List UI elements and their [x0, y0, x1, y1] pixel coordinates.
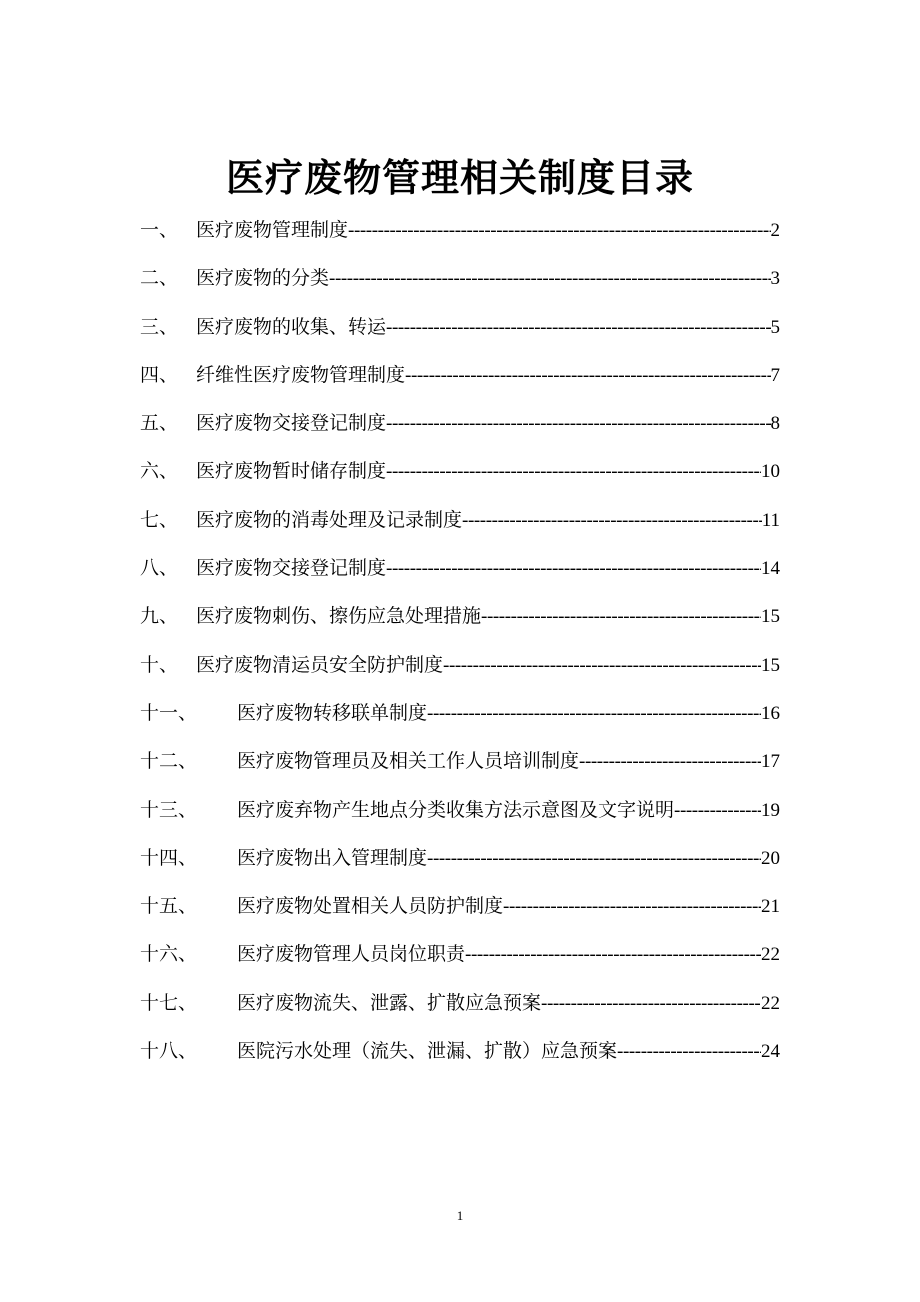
toc-entry-line [196, 258, 780, 299]
toc-entry-number: 十八、 [140, 1040, 198, 1063]
toc-entry-title: 医疗废物处置相关人员防护制度 [237, 895, 504, 918]
dot-leader [386, 404, 770, 444]
toc-entry-title: 医疗废物管理人员岗位职责 [237, 943, 466, 966]
toc-entry-page: 2 [770, 220, 780, 241]
table-of-contents [140, 210, 780, 1079]
toc-entry-number: 二、 [140, 267, 179, 290]
toc-entry-title: 医疗废物管理制度 [196, 219, 349, 241]
dot-leader [579, 742, 761, 782]
toc-entry-page: 17 [761, 751, 780, 773]
toc-entry [140, 741, 780, 789]
toc-entry-page: 19 [761, 799, 780, 821]
toc-entry-page: 21 [761, 896, 780, 918]
dot-leader [541, 984, 761, 1024]
toc-entry-line [237, 886, 780, 927]
toc-entry-page: 11 [761, 509, 780, 531]
toc-entry [140, 258, 780, 306]
toc-entry-line [196, 500, 780, 541]
toc-entry-title: 医疗废物出入管理制度 [237, 846, 428, 869]
toc-entry-line [196, 645, 780, 686]
toc-entry-number: 十六、 [140, 943, 198, 966]
toc-entry-title: 医疗废物转移联单制度 [237, 701, 428, 724]
toc-entry-number: 七、 [140, 508, 179, 531]
toc-entry [140, 210, 780, 258]
toc-entry-number: 十七、 [140, 991, 198, 1014]
toc-entry [140, 838, 780, 886]
toc-entry-title: 纤维性医疗废物管理制度 [196, 363, 406, 386]
toc-entry [140, 548, 780, 596]
toc-entry-title: 医疗废物交接登记制度 [196, 557, 387, 580]
toc-entry-page: 8 [770, 413, 780, 435]
toc-entry-page: 15 [761, 606, 780, 628]
document-title: 医疗废物管理相关制度目录 [225, 155, 694, 201]
toc-entry-number: 十五、 [140, 895, 198, 918]
dot-leader [503, 887, 761, 927]
dot-leader [386, 308, 770, 348]
dot-leader [481, 597, 761, 637]
dot-leader [386, 452, 761, 492]
toc-entry-title: 医疗废物刺伤、擦伤应急处理措施 [196, 605, 482, 628]
toc-entry-page: 20 [761, 847, 780, 869]
toc-entry-page: 22 [761, 992, 780, 1014]
toc-entry-line [237, 983, 780, 1024]
toc-entry-title: 医疗废物暂时储存制度 [196, 460, 387, 483]
toc-entry-number: 一、 [140, 219, 179, 241]
dot-leader [405, 356, 770, 396]
toc-entry [140, 645, 780, 693]
toc-entry [140, 355, 780, 403]
toc-entry-line [237, 693, 780, 734]
dot-leader [617, 1032, 761, 1072]
toc-entry-line [237, 934, 780, 975]
toc-entry [140, 500, 780, 548]
toc-entry-title: 医疗废物清运员安全防护制度 [196, 653, 444, 676]
toc-entry-number: 九、 [140, 605, 179, 628]
toc-entry [140, 596, 780, 644]
toc-entry [140, 886, 780, 934]
toc-entry-page: 16 [761, 702, 780, 724]
dot-leader [386, 549, 761, 589]
toc-entry-number: 十三、 [140, 798, 198, 821]
toc-entry-number: 十、 [140, 653, 179, 676]
toc-entry-line [196, 355, 780, 396]
dot-leader [462, 501, 762, 541]
dot-leader [465, 935, 761, 975]
toc-entry-number: 五、 [140, 412, 179, 435]
dot-leader [674, 791, 761, 831]
toc-entry-page: 10 [761, 461, 780, 483]
toc-entry-line [237, 790, 780, 831]
dot-leader [427, 839, 761, 879]
toc-entry-line [196, 451, 780, 492]
toc-entry [140, 693, 780, 741]
dot-leader [427, 694, 761, 734]
toc-entry [140, 1031, 780, 1079]
toc-entry-line [237, 741, 780, 782]
toc-entry-page: 22 [761, 944, 780, 966]
toc-entry-line [196, 307, 780, 348]
toc-entry-number: 三、 [140, 315, 179, 338]
toc-entry-number: 十二、 [140, 750, 198, 773]
toc-entry-page: 24 [761, 1041, 780, 1063]
toc-entry-page: 5 [770, 316, 780, 338]
toc-entry-title: 医疗废物管理员及相关工作人员培训制度 [237, 750, 580, 773]
toc-entry-page: 3 [770, 268, 780, 290]
toc-entry-title: 医疗废物的消毒处理及记录制度 [196, 508, 463, 531]
toc-entry-line [237, 1031, 780, 1072]
toc-entry-title: 医疗废物流失、泄露、扩散应急预案 [237, 991, 542, 1014]
dot-leader [348, 211, 770, 251]
toc-entry-title: 医疗废物交接登记制度 [196, 412, 387, 435]
toc-entry-number: 六、 [140, 460, 179, 483]
toc-entry-line [196, 596, 780, 637]
toc-entry-page: 14 [761, 558, 780, 580]
toc-entry-title: 医疗废物的收集、转运 [196, 315, 387, 338]
toc-entry-line [196, 210, 780, 251]
toc-entry-title: 医院污水处理（流失、泄漏、扩散）应急预案 [237, 1040, 618, 1063]
toc-entry [140, 403, 780, 451]
toc-entry-title: 医疗废物的分类 [196, 267, 330, 290]
toc-entry-line [196, 548, 780, 589]
toc-entry-number: 十四、 [140, 846, 198, 869]
toc-entry [140, 934, 780, 982]
toc-entry-page: 15 [761, 654, 780, 676]
toc-entry-line [196, 403, 780, 444]
toc-entry-page: 7 [770, 364, 780, 386]
dot-leader [329, 259, 770, 299]
toc-entry-title: 医疗废弃物产生地点分类收集方法示意图及文字说明 [237, 798, 675, 821]
toc-entry [140, 983, 780, 1031]
toc-entry [140, 451, 780, 499]
toc-entry-number: 四、 [140, 363, 179, 386]
toc-entry-number: 十一、 [140, 701, 198, 724]
page-number: 1 [456, 1208, 464, 1223]
toc-entry [140, 307, 780, 355]
toc-entry [140, 790, 780, 838]
dot-leader [443, 646, 761, 686]
toc-entry-line [237, 838, 780, 879]
toc-entry-number: 八、 [140, 557, 179, 580]
